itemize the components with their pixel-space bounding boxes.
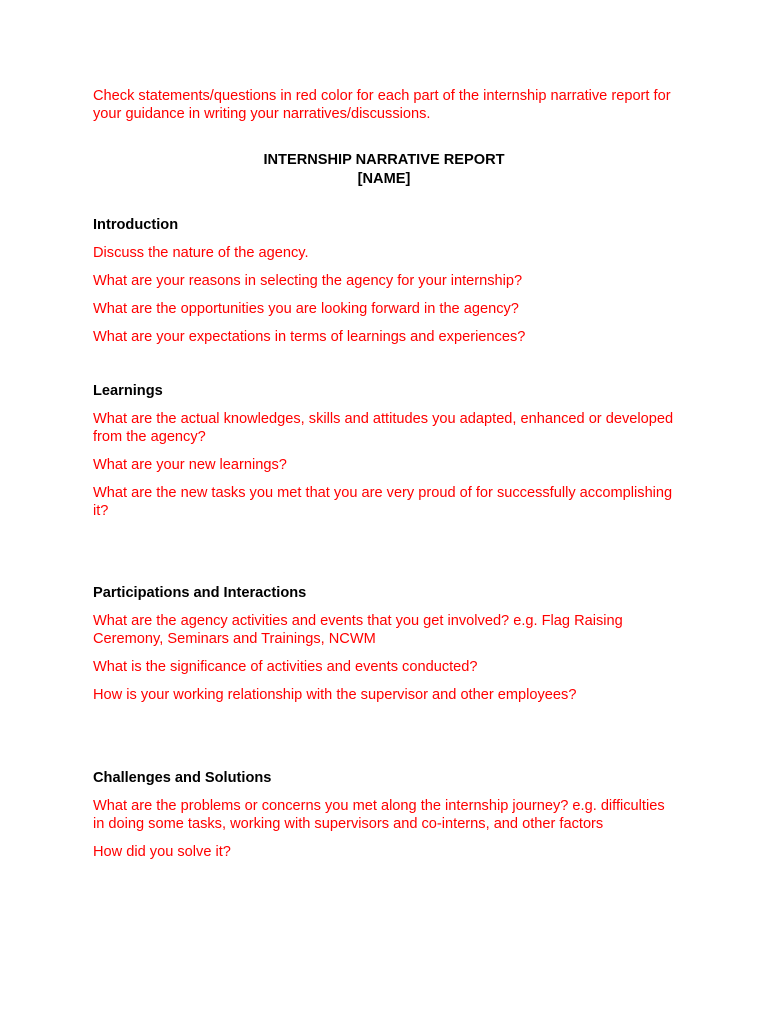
section-heading-learnings: Learnings [93, 383, 163, 399]
question-item: What are the problems or concerns you met along the internship journey? e.g. difficulties in doing some tasks, working with supervisors and co-interns, and other factors [93, 798, 665, 832]
question-item: What are the agency activities and events that you get involved? e.g. Flag Raising Ceremony, Seminars and Trainings, NCWM [93, 613, 623, 647]
question-item: How did you solve it? [93, 844, 231, 860]
section-heading-introduction: Introduction [93, 217, 179, 233]
section-learnings [93, 382, 675, 520]
section-participations [93, 584, 675, 704]
report-title-block [93, 151, 675, 188]
report-title: INTERNSHIP NARRATIVE REPORT [263, 152, 505, 168]
question-item: What are the opportunities you are looking forward in the agency? [93, 301, 519, 317]
guidance-note: Check statements/questions in red color for each part of the internship narrative report for your guidance in writing your narratives/discussions. [93, 88, 671, 122]
question-item: What are your new learnings? [93, 457, 287, 473]
section-heading-participations: Participations and Interactions [93, 585, 307, 601]
section-challenges [93, 769, 675, 861]
section-heading-challenges: Challenges and Solutions [93, 770, 272, 786]
section-introduction [93, 216, 675, 346]
question-item: What are the actual knowledges, skills and attitudes you adapted, enhanced or developed from the agency? [93, 411, 674, 445]
question-item: How is your working relationship with the supervisor and other employees? [93, 687, 577, 703]
question-item: What is the significance of activities and events conducted? [93, 659, 478, 675]
question-item: What are your reasons in selecting the agency for your internship? [93, 273, 523, 289]
question-item: What are your expectations in terms of learnings and experiences? [93, 329, 526, 345]
question-item: Discuss the nature of the agency. [93, 245, 309, 261]
report-name-placeholder: [NAME] [357, 170, 411, 187]
question-item: What are the new tasks you met that you are very proud of for successfully accomplishing it? [93, 485, 673, 519]
